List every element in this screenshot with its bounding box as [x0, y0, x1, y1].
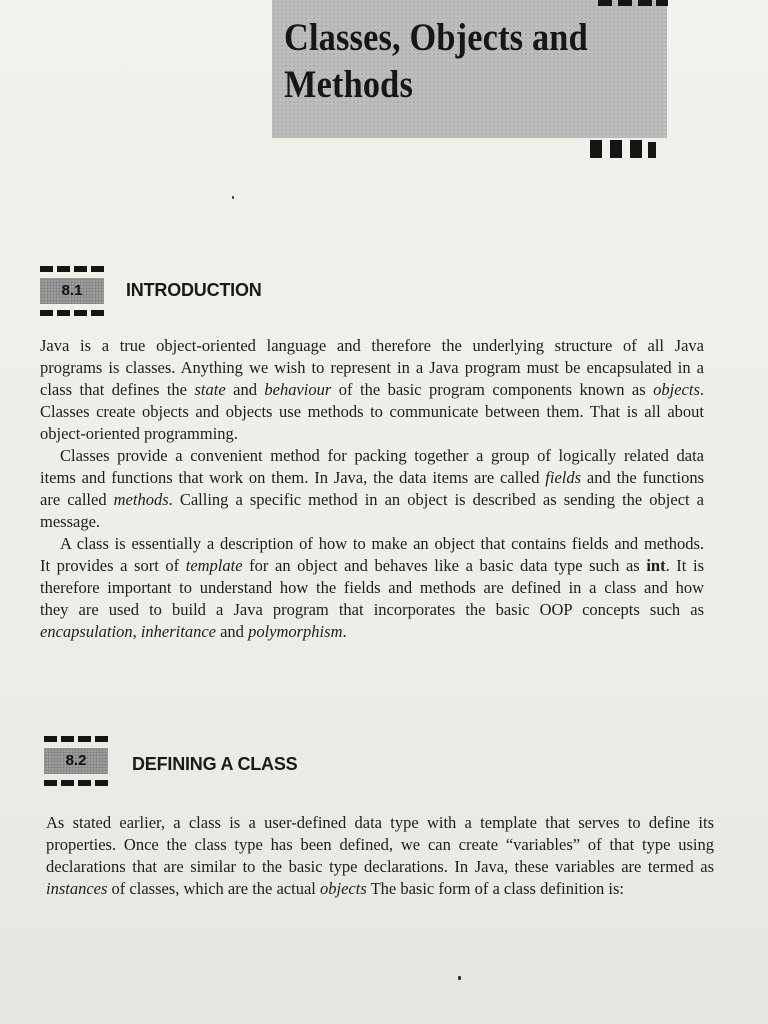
- text-run: ,: [132, 622, 141, 641]
- emphasis: template: [185, 556, 243, 575]
- text-line: they are used to build a Java program that incorporates the basic OOP concepts such as: [40, 600, 704, 619]
- text-run: and the functions: [581, 468, 704, 487]
- text-line: Classes provide a convenient method for packing together a group of logically related data: [60, 446, 704, 465]
- text-run: . Calling a specific method in an object is described as sending the object a: [168, 490, 704, 509]
- emphasis: objects: [653, 380, 700, 399]
- emphasis: state: [194, 380, 226, 399]
- text-run: .: [342, 622, 347, 641]
- chapter-title-line-2: Methods: [284, 63, 413, 106]
- text-line: [46, 878, 714, 900]
- section-number: 8.2: [44, 748, 108, 774]
- text-line: As stated earlier, a class is a user-defined data type with a template that serves to define its: [46, 813, 714, 832]
- chapter-title: [284, 14, 610, 108]
- emphasis: methods: [113, 490, 169, 509]
- text-line: [40, 621, 704, 643]
- emphasis: polymorphism: [248, 622, 343, 641]
- text-line: therefore important to understand how the fields and methods are defined in a class and how: [40, 578, 704, 597]
- emphasis: behaviour: [264, 380, 332, 399]
- text-run: .: [699, 380, 704, 399]
- text-line: programs is classes. Anything we wish to represent in a Java program must be encapsulated in a: [40, 358, 704, 377]
- emphasis: objects: [320, 879, 367, 898]
- text-run: and: [225, 380, 265, 399]
- text-run: The basic form of a class definition is:: [366, 879, 624, 898]
- paragraph: [40, 533, 704, 643]
- paragraph: [40, 335, 704, 445]
- emphasis: inheritance: [140, 622, 216, 641]
- section-number: 8.1: [40, 278, 104, 304]
- text-run: It provides a sort of: [40, 556, 186, 575]
- text-line: [40, 467, 704, 489]
- text-line: A class is essentially a description of how to make an object that contains fields and methods.: [60, 534, 704, 553]
- text-line: properties. Once the class type has been defined, we can create “variables” of that type using: [46, 835, 714, 854]
- section-heading: DEFINING A CLASS: [132, 754, 298, 774]
- print-speck: [232, 196, 234, 199]
- section-number-badge: [44, 736, 108, 786]
- text-line: Classes create objects and objects use methods to communicate between them. That is all about: [40, 402, 704, 421]
- paragraph: [46, 812, 714, 900]
- text-run: are called: [40, 490, 114, 509]
- text-line: declarations that are similar to the basic type declarations. In Java, these variables are termed as: [46, 857, 714, 876]
- emphasis: encapsulation: [40, 622, 133, 641]
- text-line: Java is a true object-oriented language and therefore the underlying structure of all Java: [40, 336, 704, 355]
- title-decoration-top: [598, 0, 668, 6]
- emphasis: instances: [46, 879, 108, 898]
- text-run: class that defines the: [40, 380, 195, 399]
- paragraph: [40, 445, 704, 533]
- section-number-badge: [40, 266, 104, 316]
- text-line: object-oriented programming.: [40, 424, 238, 443]
- emphasis: fields: [545, 468, 582, 487]
- chapter-title-line-1: Classes, Objects and: [284, 16, 588, 59]
- text-line: [40, 489, 704, 511]
- text-run: items and functions that work on them. In Java, the data items are called: [40, 468, 546, 487]
- text-run: of classes, which are the actual: [107, 879, 320, 898]
- print-speck: [458, 976, 461, 980]
- text-line: message.: [40, 512, 101, 531]
- text-line: [40, 379, 704, 401]
- keyword: int: [646, 556, 666, 575]
- text-run: . It is: [665, 556, 704, 575]
- text-run: and: [215, 622, 249, 641]
- section-heading: INTRODUCTION: [126, 280, 262, 300]
- text-line: [40, 555, 704, 577]
- title-decoration-bottom: [590, 140, 656, 158]
- text-run: for an object and behaves like a basic data type such as: [242, 556, 647, 575]
- text-run: of the basic program components known as: [331, 380, 654, 399]
